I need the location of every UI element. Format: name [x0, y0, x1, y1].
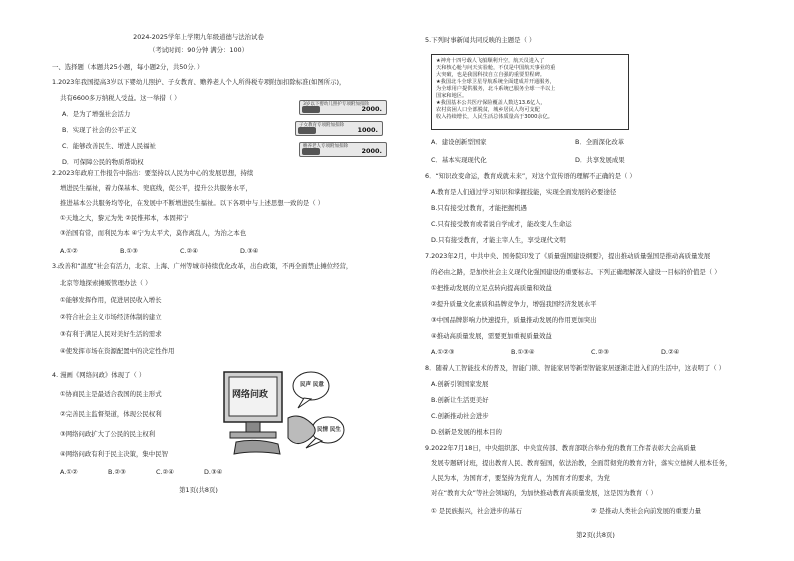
q2-choice-b: B.①③: [120, 247, 138, 255]
q7-choice-d: D.②④: [661, 348, 680, 356]
q1-option-a: A．是为了增强社会活力: [62, 110, 131, 118]
q3-line1: 3.改善和“温度”社会有活力，北京、上海、广州等城市持续优化改革，出台政策，不再全面禁止摊位经营，: [52, 262, 353, 270]
q2-line5: ③治国有常，而利民为本 ④宁为太平犬，莫作离乱人，为治之本也: [60, 229, 247, 237]
q3-option-2: ②符合社会主义市场经济体制的建立: [60, 313, 162, 321]
q4-choice-b: B.②③: [108, 468, 126, 476]
network-governance-cartoon: [216, 358, 358, 464]
q4-choice-c: C.②④: [156, 468, 174, 476]
q8-option-b: B.创新让生活更美好: [431, 396, 489, 404]
q6-option-b: B.只有接受过教育，才能把握机遇: [431, 204, 527, 212]
q5-news-box: [431, 54, 629, 130]
news-line: 为全球用户提供服务，北斗系统已服务全球一半以上: [436, 86, 556, 92]
q2-choice-a: A.①②: [60, 247, 78, 255]
news-line: ★我国基本公共医疗保险覆盖人数达13.6亿人，: [436, 100, 546, 106]
q8-option-a: A.创新引领国家发展: [431, 380, 489, 388]
q3-option-4: ④使发挥市场在资源配置中的决定性作用: [60, 347, 175, 355]
q9-line1: 9.2022年7月18日，中央组织部、中央宣传部、教育部联合举办党的教育工作者表彰大会高质量: [425, 444, 697, 452]
q1-option-b: B．实现了社会的公平正义: [62, 126, 137, 134]
q3-line2: 北京等地探索摊贩管理办法（ ）: [60, 279, 152, 287]
q2-choice-c: C.②④: [180, 247, 198, 255]
page-footer: 第2页(共8页): [576, 531, 615, 539]
q6-option-c: C.只有接受教育或者说自学成才，能改变人生命运: [431, 220, 572, 228]
q8-option-c: C.创新推动社会进步: [431, 412, 489, 420]
q5-choice-d: D．共享发展成果: [575, 156, 625, 164]
news-line: ★神舟十四号载人飞船顺利升空，航天员进入了: [436, 58, 545, 64]
page-2: [397, 0, 794, 561]
exam-meta: （考试时间：90分钟 满分：100）: [148, 46, 249, 54]
elderly-icon: [302, 148, 320, 155]
q1-option-c: C．能够改善民生、增进人民福祉: [62, 142, 156, 150]
q5-choice-b: B．全面深化改革: [575, 138, 625, 146]
q5-stem: 5.下列时事新闻共同反映的主题是（ ）: [425, 36, 536, 44]
q7-option-4: ④推动高质量发展，需要更加重视质量效益: [431, 332, 552, 340]
exam-title: 2024-2025学年上学期九年级道德与法治试卷: [133, 33, 264, 41]
news-line: 大突破，也是我国科技自立自强的重要里程碑。: [436, 72, 545, 78]
cartoon-screen-text: 网络问政: [232, 390, 269, 400]
section-heading: 一、选择题（本题共25小题，每小题2分，共50分．）: [52, 63, 204, 71]
speech-bubble-1: 民声 民意: [300, 382, 324, 388]
q2-line3: 推进基本公共服务均等化，在发展中不断增进民生福祉。以下各项中与上述思想一致的是（ ）: [60, 199, 325, 207]
q1-stem-line1: 1.2023年我国提高3岁以下婴幼儿照护、子女教育、赡养老人个人所得税专项附加扣除标准(如图所示)，: [52, 78, 346, 86]
cartoon-illustration: [216, 358, 358, 464]
q4-option-1: ①协商民主是最适合我国的民主形式: [60, 390, 162, 398]
q3-option-3: ③有利于满足人民对美好生活的需求: [60, 330, 162, 338]
q4-choice-d: D.③④: [204, 468, 223, 476]
q2-line4: ①天地之大，黎元为先 ②民惟邦本，本固邦宁: [60, 214, 189, 222]
child-icon: [302, 106, 320, 113]
deduction-banner: 子女教育专项附加扣除 1000.: [295, 121, 383, 136]
q4-option-4: ④网络问政有利于民主决策，集中民智: [60, 450, 168, 458]
tax-deduction-graphic: [293, 96, 389, 172]
q7-option-3: ③中国品牌影响力快速提升，质量推动发展的作用更加突出: [431, 316, 597, 324]
q5-choice-a: A．建设创新型国家: [431, 138, 487, 146]
q9-option-2: ② 是推动人类社会向前发展的重要力量: [591, 507, 702, 515]
q6-option-a: A.教育是人们通过学习知识和掌握技能，实现全面发展的必要途径: [431, 188, 617, 196]
q9-line2: 发展专题研讨班，提出教育人民、教育强国，依法治教，全面贯彻党的教育方针，落实立德树人根本任务，: [431, 459, 732, 467]
q7-option-2: ②提升质量文化素质和品牌竞争力，增强我国经济发展水平: [431, 300, 597, 308]
q4-choice-a: A.①②: [60, 468, 78, 476]
q7-choice-c: C.②③: [591, 348, 609, 356]
q7-option-1: ①把推动发展的立足点转向提高质量和效益: [431, 284, 552, 292]
q2-choice-d: D.③④: [240, 247, 259, 255]
news-line: 农村贫困人口全部脱贫，城乡居民人均可支配: [436, 107, 540, 113]
q1-option-d: D．可保障公民的物质帮助权: [62, 158, 144, 166]
news-line: 收入持续增长，人民生活总体质量高于3000余亿。: [436, 114, 553, 120]
q7-line1: 7.2023年2月，中共中央、国务院印发了《质量强国建设纲要》，提出推动质量强国是推动高质量发展: [425, 252, 711, 260]
q6-stem: 6．“知识改变命运，教育成就未来”，对这个宣传语的理解不正确的是（ ）: [425, 172, 636, 180]
q9-line4: 对在“教育大众”等社会领域的，为加快推动教育高质量发展，这是因为教育（ ）: [431, 489, 657, 497]
q5-choice-c: C．基本实现现代化: [431, 156, 487, 164]
deduction-banner: 3岁以下婴幼儿照护专项附加扣除 2000.: [299, 100, 387, 115]
news-line: 国家和地区。: [436, 93, 468, 99]
q3-option-1: ①能够发挥作用，促进居民收入增长: [60, 296, 162, 304]
news-line: 天和核心舱与问天实验舱，不仅是中国航天事业的重: [436, 65, 556, 71]
deduction-banner: 赡养老人专项附加扣除 2000.: [299, 142, 387, 157]
q9-line3: 人民为本，为国育才，要坚持为党育人，为国育才的要求，为党: [431, 474, 610, 482]
q8-stem: 8．随着人工智能技术的普及，智能门锁、智能家居等新型智能家居逐渐走进入们的生活中，这表明了（ ）: [425, 364, 726, 372]
q4-option-2: ②完善民主监督渠道，体现公民权利: [60, 410, 162, 418]
q9-option-1: ① 是民族振兴，社会进步的基石: [431, 507, 522, 515]
page-footer: 第1页(共8页): [179, 486, 218, 494]
q4-stem: 4. 漫画《网络问政》体现了（ ）: [52, 371, 146, 379]
news-line: ★我国北斗全球卫星导航系统全面建成并开通服务，: [436, 79, 555, 85]
q7-choice-b: B.①③④: [511, 348, 535, 356]
q1-stem-line2: 共有6600多万纳税人受益。这一举措（ ）: [60, 94, 181, 102]
q6-option-d: D.只有接受教育，才能主宰人生，享受现代文明: [431, 236, 566, 244]
education-icon: [298, 127, 316, 134]
q7-line2: 的必由之路，是加快社会主义现代化强国建设的重要标志。下列正确理解深入建设一目标的价值是（ ）: [431, 268, 721, 276]
q8-option-d: D.创新是发展的根本目的: [431, 428, 502, 436]
q2-line2: 增进民生福祉，着力保基本、兜底线，促公平，提升公共服务水平，: [60, 184, 252, 192]
q2-line1: 2.2023年政府工作报告中指出：要坚持以人民为中心的发展思想，持续: [52, 169, 254, 177]
speech-bubble-2: 民情 民生: [317, 427, 341, 433]
q7-choice-a: A.①②③: [431, 348, 455, 356]
q4-option-3: ③网络问政扩大了公民的民主权利: [60, 430, 156, 438]
